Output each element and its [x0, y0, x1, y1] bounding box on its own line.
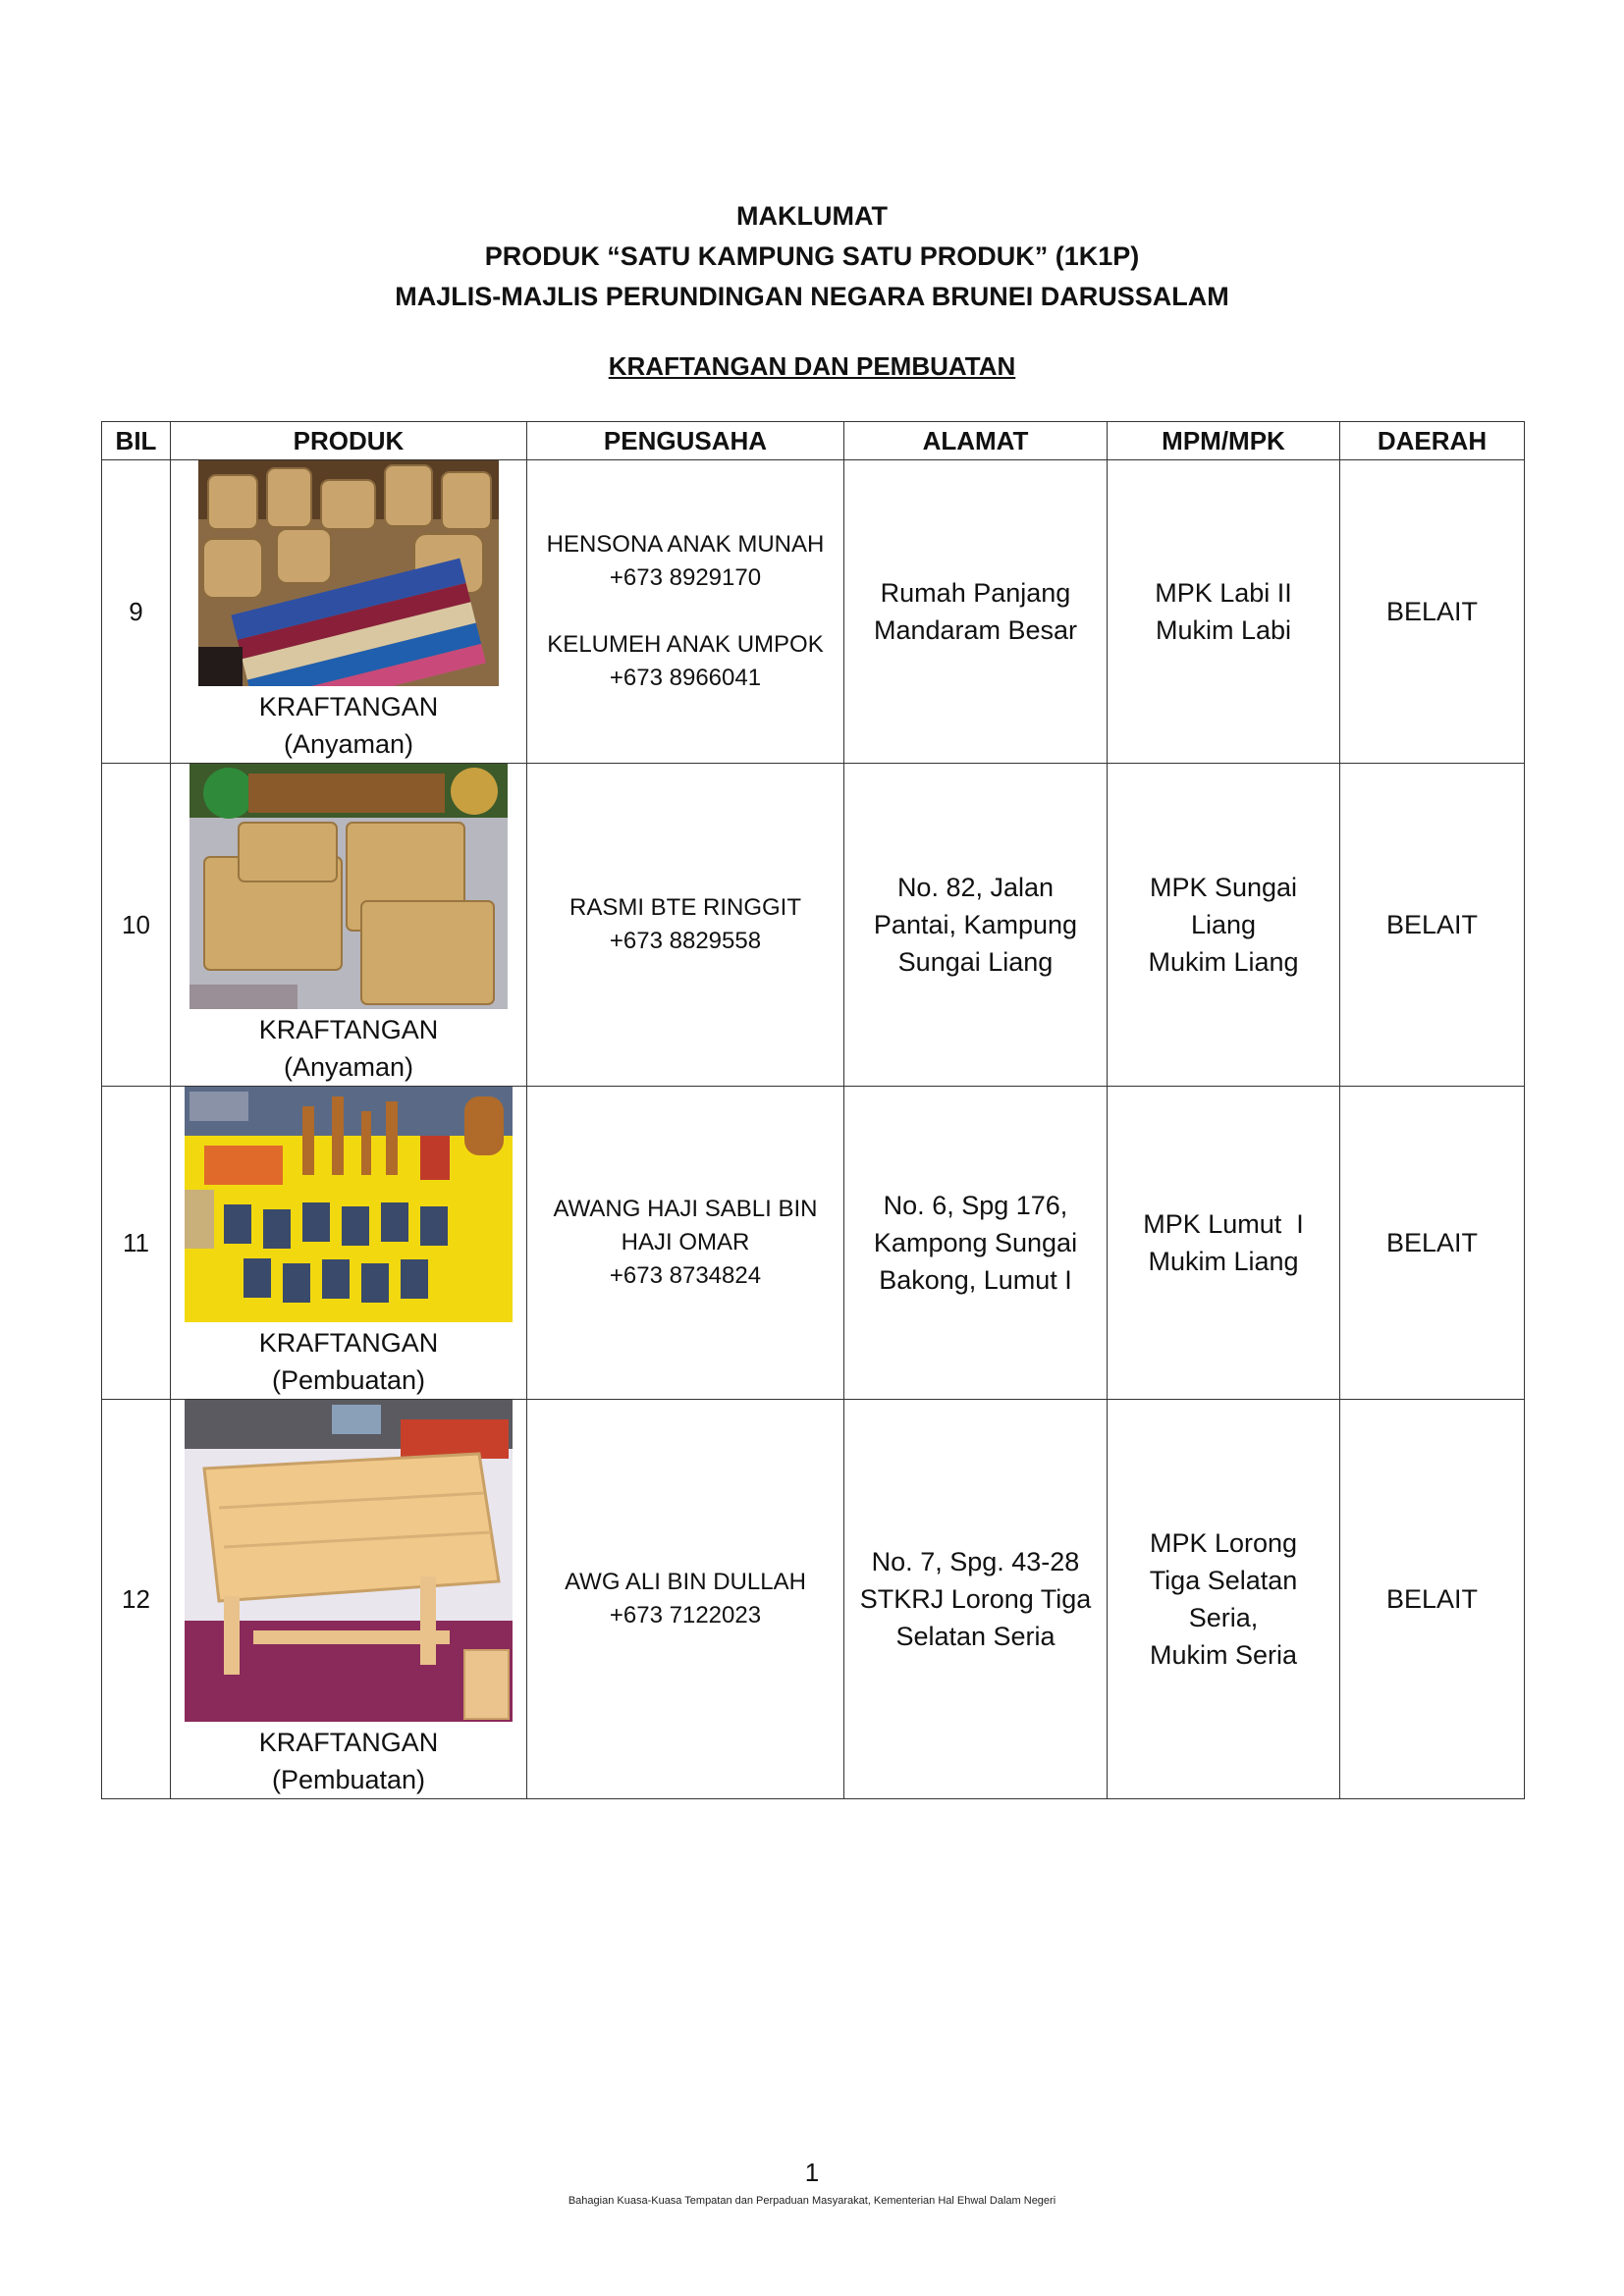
entrepreneur-phone: +673 7122023 [609, 1602, 762, 1629]
council-cell [1108, 764, 1340, 1087]
column-header-pengusaha: PENGUSAHA [527, 422, 844, 460]
address-line: Selatan Seria [895, 1622, 1056, 1651]
product-type: (Anyaman) [283, 1052, 414, 1082]
address-line: Mandaram Besar [873, 615, 1078, 645]
table-row [102, 1400, 1525, 1799]
row-number: 11 [102, 1087, 171, 1400]
entrepreneur-cell [527, 1087, 844, 1400]
address-line: Bakong, Lumut I [879, 1265, 1072, 1295]
address-line: No. 6, Spg 176, [883, 1191, 1068, 1220]
address-line: No. 82, Jalan [896, 873, 1055, 902]
product-type: (Pembuatan) [271, 1765, 426, 1794]
handicraft-display-photo [185, 1087, 513, 1322]
table-row [102, 460, 1525, 764]
address-cell [844, 1087, 1108, 1400]
document-header [0, 196, 1624, 317]
row-number: 10 [102, 764, 171, 1087]
column-header-mpm-mpk: MPM/MPK [1108, 422, 1340, 460]
entrepreneur-name: HAJI OMAR [621, 1229, 750, 1255]
product-cell [171, 460, 527, 764]
entrepreneur-cell [527, 764, 844, 1087]
address-cell [844, 460, 1108, 764]
product-cell [171, 1400, 527, 1799]
entrepreneur-phone: +673 8734824 [609, 1262, 762, 1289]
address-line: Pantai, Kampung [873, 910, 1078, 939]
entrepreneur-phone: +673 8829558 [609, 928, 762, 954]
council-line: Mukim Labi [1155, 615, 1292, 645]
table-row [102, 1087, 1525, 1400]
district-cell: BELAIT [1340, 764, 1525, 1087]
column-header-produk: PRODUK [171, 422, 527, 460]
address-line: Sungai Liang [897, 947, 1054, 977]
page-number: 1 [804, 2158, 820, 2187]
council-line: MPK Labi II [1155, 578, 1292, 608]
address-line: STKRJ Lorong Tiga [859, 1584, 1092, 1614]
wooden-table-photo [185, 1400, 513, 1722]
council-line: Mukim Liang [1148, 947, 1299, 977]
council-cell [1108, 1400, 1340, 1799]
entrepreneur-phone: +673 8966041 [609, 665, 762, 691]
header-title: MAKLUMAT [736, 201, 888, 231]
address-cell [844, 1400, 1108, 1799]
council-cell [1108, 460, 1340, 764]
entrepreneur-name: AWANG HAJI SABLI BIN [553, 1196, 818, 1222]
product-category: KRAFTANGAN [258, 692, 439, 721]
council-line: MPK Lorong [1149, 1528, 1298, 1558]
council-line: Mukim Seria [1149, 1640, 1298, 1670]
entrepreneur-name: HENSONA ANAK MUNAH [546, 531, 825, 558]
product-category: KRAFTANGAN [258, 1728, 439, 1757]
woven-boxes-photo [189, 764, 508, 1009]
address-cell [844, 764, 1108, 1087]
column-header-bil: BIL [102, 422, 171, 460]
header-council-title: MAJLIS-MAJLIS PERUNDINGAN NEGARA BRUNEI DARUSSALAM [395, 282, 1229, 311]
entrepreneur-name: KELUMEH ANAK UMPOK [547, 631, 824, 658]
row-number: 9 [102, 460, 171, 764]
table-row [102, 764, 1525, 1087]
product-type: (Pembuatan) [271, 1365, 426, 1395]
header-product-title: PRODUK “SATU KAMPUNG SATU PRODUK” (1K1P) [484, 241, 1140, 271]
product-type: (Anyaman) [283, 729, 414, 759]
council-line: MPK Sungai [1149, 873, 1298, 902]
table-header-row [102, 422, 1525, 460]
product-cell [171, 764, 527, 1087]
woven-baskets-photo [198, 460, 499, 686]
product-category: KRAFTANGAN [258, 1328, 439, 1358]
entrepreneur-cell [527, 460, 844, 764]
council-line: Mukim Liang [1148, 1247, 1299, 1276]
entrepreneur-cell [527, 1400, 844, 1799]
council-line: Liang [1190, 910, 1257, 939]
address-line: No. 7, Spg. 43-28 [871, 1547, 1080, 1576]
footer-note: Bahagian Kuasa-Kuasa Tempatan dan Perpaduan Masyarakat, Kementerian Hal Ehwal Dalam Negeri [568, 2195, 1056, 2207]
column-header-alamat: ALAMAT [844, 422, 1108, 460]
section-subtitle: KRAFTANGAN DAN PEMBUATAN [608, 351, 1016, 381]
row-number: 12 [102, 1400, 171, 1799]
council-line: MPK Lumut I [1143, 1209, 1304, 1239]
product-category: KRAFTANGAN [258, 1015, 439, 1044]
district-cell: BELAIT [1340, 460, 1525, 764]
council-line: Seria, [1188, 1603, 1259, 1632]
product-table [101, 421, 1525, 1799]
district-cell: BELAIT [1340, 1087, 1525, 1400]
entrepreneur-name: RASMI BTE RINGGIT [568, 894, 801, 921]
product-cell [171, 1087, 527, 1400]
address-line: Kampong Sungai [873, 1228, 1078, 1257]
council-cell [1108, 1087, 1340, 1400]
council-line: Tiga Selatan [1149, 1566, 1298, 1595]
address-line: Rumah Panjang [880, 578, 1071, 608]
district-cell: BELAIT [1340, 1400, 1525, 1799]
entrepreneur-phone: +673 8929170 [609, 564, 762, 591]
entrepreneur-name: AWG ALI BIN DULLAH [565, 1569, 806, 1595]
column-header-daerah: DAERAH [1340, 422, 1525, 460]
